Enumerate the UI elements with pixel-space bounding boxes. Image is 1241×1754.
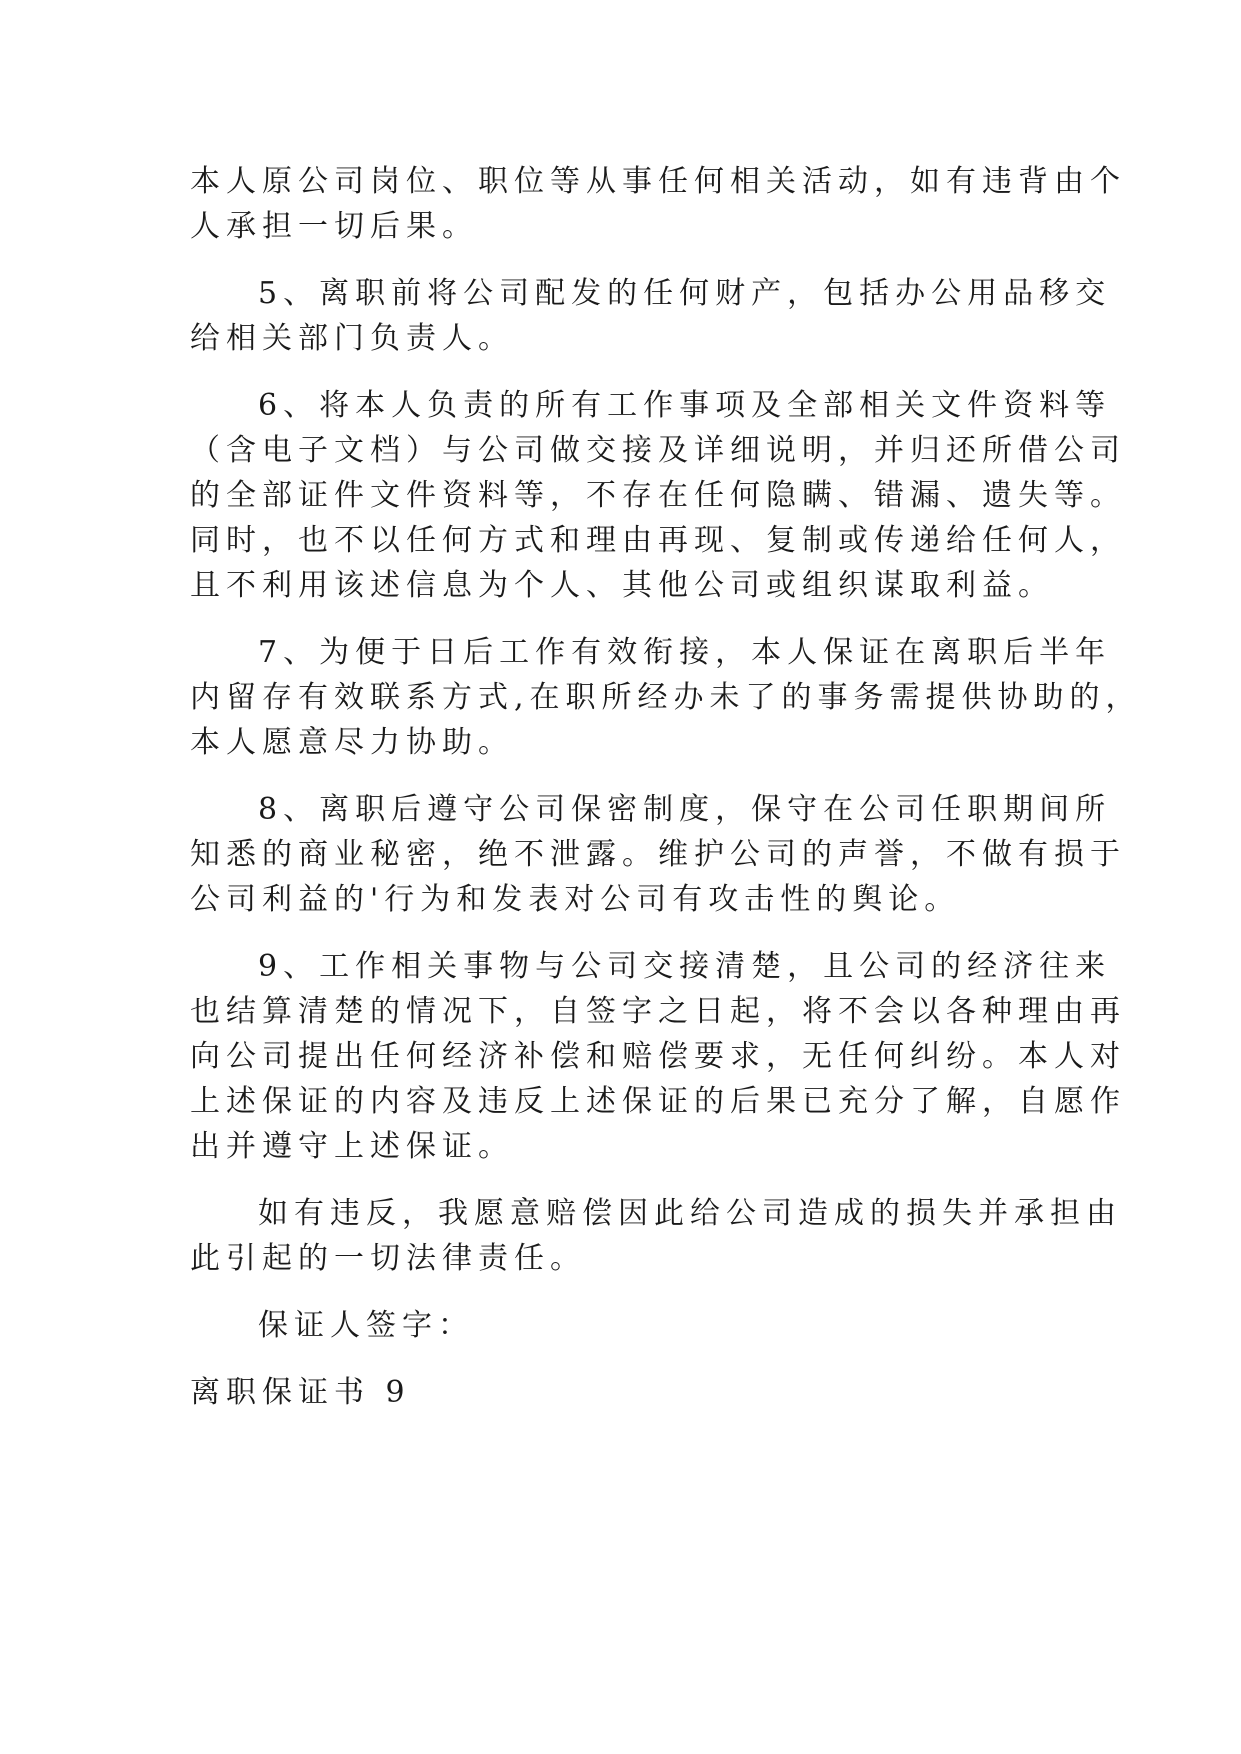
text-line: 人承担一切后果。 [190, 209, 478, 244]
text-line: 此引起的一切法律责任。 [190, 1241, 586, 1276]
text-line: 同时，也不以任何方式和理由再现、复制或传递给任何人， [190, 523, 1126, 558]
text-line: 如有违反，我愿意赔偿因此给公司造成的损失并承担由 [258, 1196, 1122, 1231]
text-line: 且不利用该述信息为个人、其他公司或组织谋取利益。 [190, 568, 1054, 603]
paragraph [190, 787, 1126, 922]
paragraph [190, 944, 1126, 1169]
signature-line [190, 1303, 1050, 1348]
paragraph [190, 630, 1142, 765]
text-line: （含电子文档）与公司做交接及详细说明，并归还所借公司 [190, 433, 1126, 468]
heading-text: 离职保证书 9 [190, 1375, 411, 1410]
paragraph [190, 1191, 1122, 1281]
text-line: 8、离职后遵守公司保密制度，保守在公司任职期间所 [258, 792, 1112, 827]
text-line: 知悉的商业秘密，绝不泄露。维护公司的声誉，不做有损于 [190, 837, 1126, 872]
signature-label: 保证人签字： [258, 1308, 474, 1343]
text-line: 向公司提出任何经济补偿和赔偿要求，无任何纠纷。本人对 [190, 1039, 1126, 1074]
text-line: 本人原公司岗位、职位等从事任何相关活动，如有违背由个 [190, 164, 1126, 199]
text-line: 给相关部门负责人。 [190, 321, 514, 356]
text-line: 5、离职前将公司配发的任何财产，包括办公用品移交 [258, 276, 1112, 311]
paragraph [190, 271, 1112, 361]
text-line: 6、将本人负责的所有工作事项及全部相关文件资料等 [258, 388, 1112, 423]
text-line: 9、工作相关事物与公司交接清楚，且公司的经济往来 [258, 949, 1112, 984]
text-line: 也结算清楚的情况下，自签字之日起，将不会以各种理由再 [190, 994, 1126, 1029]
text-line: 公司利益的'行为和发表对公司有攻击性的舆论。 [190, 882, 961, 917]
document-body [190, 159, 1142, 1415]
paragraph [190, 159, 1126, 249]
paragraph [190, 383, 1126, 608]
text-line: 出并遵守上述保证。 [190, 1129, 514, 1164]
text-line: 本人愿意尽力协助。 [190, 725, 514, 760]
section-heading [190, 1370, 1050, 1415]
text-line: 上述保证的内容及违反上述保证的后果已充分了解，自愿作 [190, 1084, 1126, 1119]
text-line: 7、为便于日后工作有效衔接，本人保证在离职后半年 [258, 635, 1112, 670]
text-line: 内留存有效联系方式,在职所经办未了的事务需提供协助的， [190, 680, 1142, 715]
text-line: 的全部证件文件资料等，不存在任何隐瞒、错漏、遗失等。 [190, 478, 1126, 513]
